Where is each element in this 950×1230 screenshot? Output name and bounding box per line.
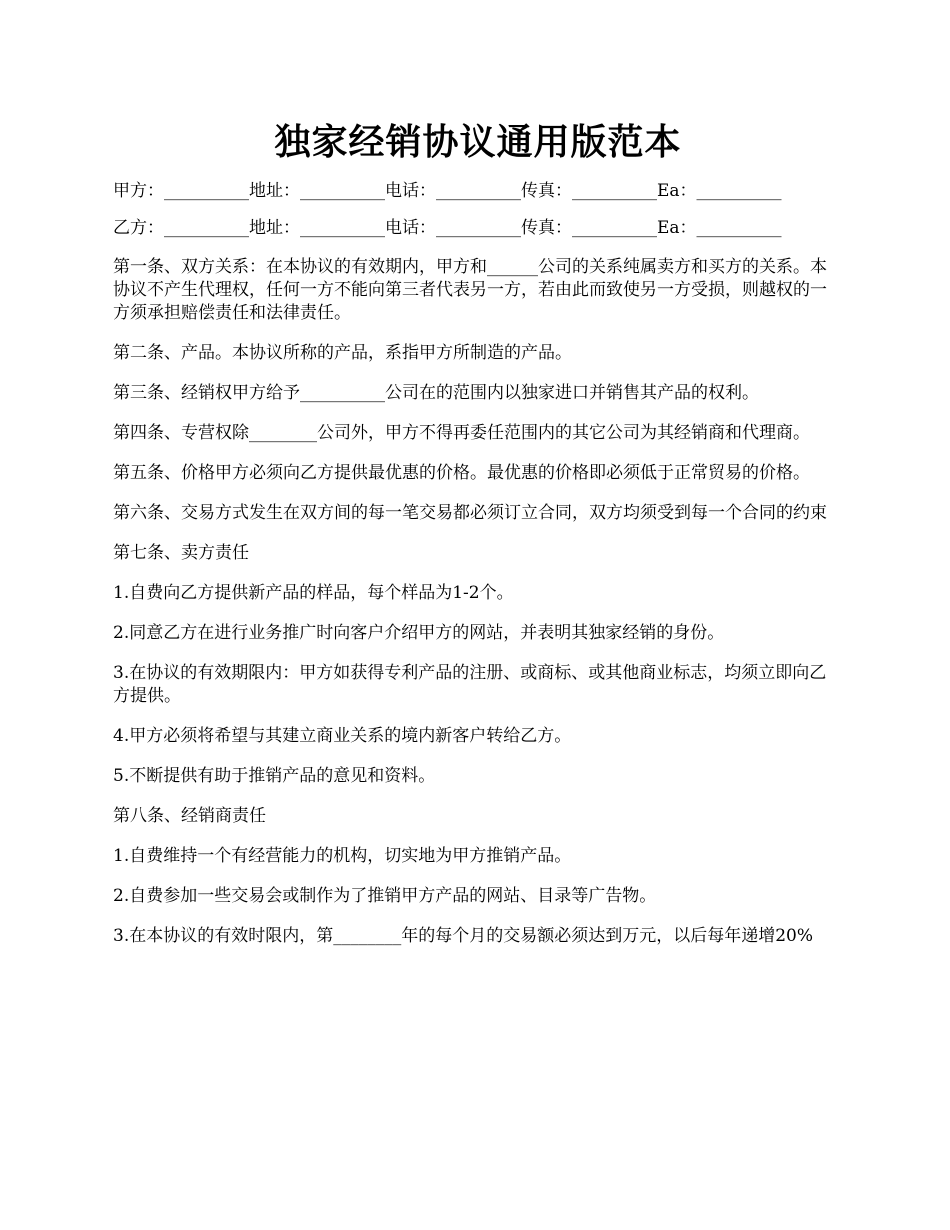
article-8-heading: 第八条、经销商责任 — [113, 806, 266, 826]
article-7-item: 2.同意乙方在进行业务推广时向客户介绍甲方的网站，并表明其独家经销的身份。 — [113, 623, 725, 643]
article-5: 第五条、价格甲方必须向乙方提供最优惠的价格。最优惠的价格即必须低于正常贸易的价格。 — [113, 463, 810, 483]
article-7-item: 4.甲方必须将希望与其建立商业关系的境内新客户转给乙方。 — [113, 726, 572, 746]
article-4: 第四条、专营权除________公司外，甲方不得再委任范围内的其它公司为其经销商和代理商。 — [113, 423, 810, 443]
article-7-item: 1.自费向乙方提供新产品的样品，每个样品为1-2个。 — [113, 583, 514, 603]
article-8-item: 2.自费参加一些交易会或制作为了推销甲方产品的网站、目录等广告物。 — [113, 886, 657, 906]
article-7-item: 5.不断提供有助于推销产品的意见和资料。 — [113, 766, 436, 786]
article-7-heading: 第七条、卖方责任 — [113, 543, 249, 563]
document-page — [113, 0, 843, 948]
article-8-item: 1.自费维持一个有经营能力的机构，切实地为甲方推销产品。 — [113, 846, 572, 866]
article-2: 第二条、产品。本协议所称的产品，系指甲方所制造的产品。 — [113, 343, 572, 363]
article-7-item: 3.在协议的有效期限内：甲方如获得专利产品的注册、或商标、或其他商业标志，均须立即向乙方提供。 — [113, 663, 827, 706]
article-6: 第六条、交易方式发生在双方间的每一笔交易都必须订立合同，双方均须受到每一个合同的约束 — [113, 503, 827, 523]
party-b-info: 乙方：__________地址：__________电话：__________传真：__________Ea：__________ — [113, 218, 782, 238]
party-a-info: 甲方：__________地址：__________电话：__________传真：__________Ea：__________ — [113, 181, 782, 201]
document-title: 独家经销协议通用版范本 — [274, 121, 682, 163]
article-3: 第三条、经销权甲方给予__________公司在的范围内以独家进口并销售其产品的权利。 — [113, 383, 759, 403]
article-8-item: 3.在本协议的有效时限内，第________年的每个月的交易额必须达到万元，以后每年递增20% — [113, 926, 814, 946]
article-1: 第一条、双方关系：在本协议的有效期内，甲方和______公司的关系纯属卖方和买方的关系。本协议不产生代理权，任何一方不能向第三者代表另一方，若由此而致使另一方受损，则越权的一方须承担赔偿责任和法律责任。 — [113, 257, 827, 323]
